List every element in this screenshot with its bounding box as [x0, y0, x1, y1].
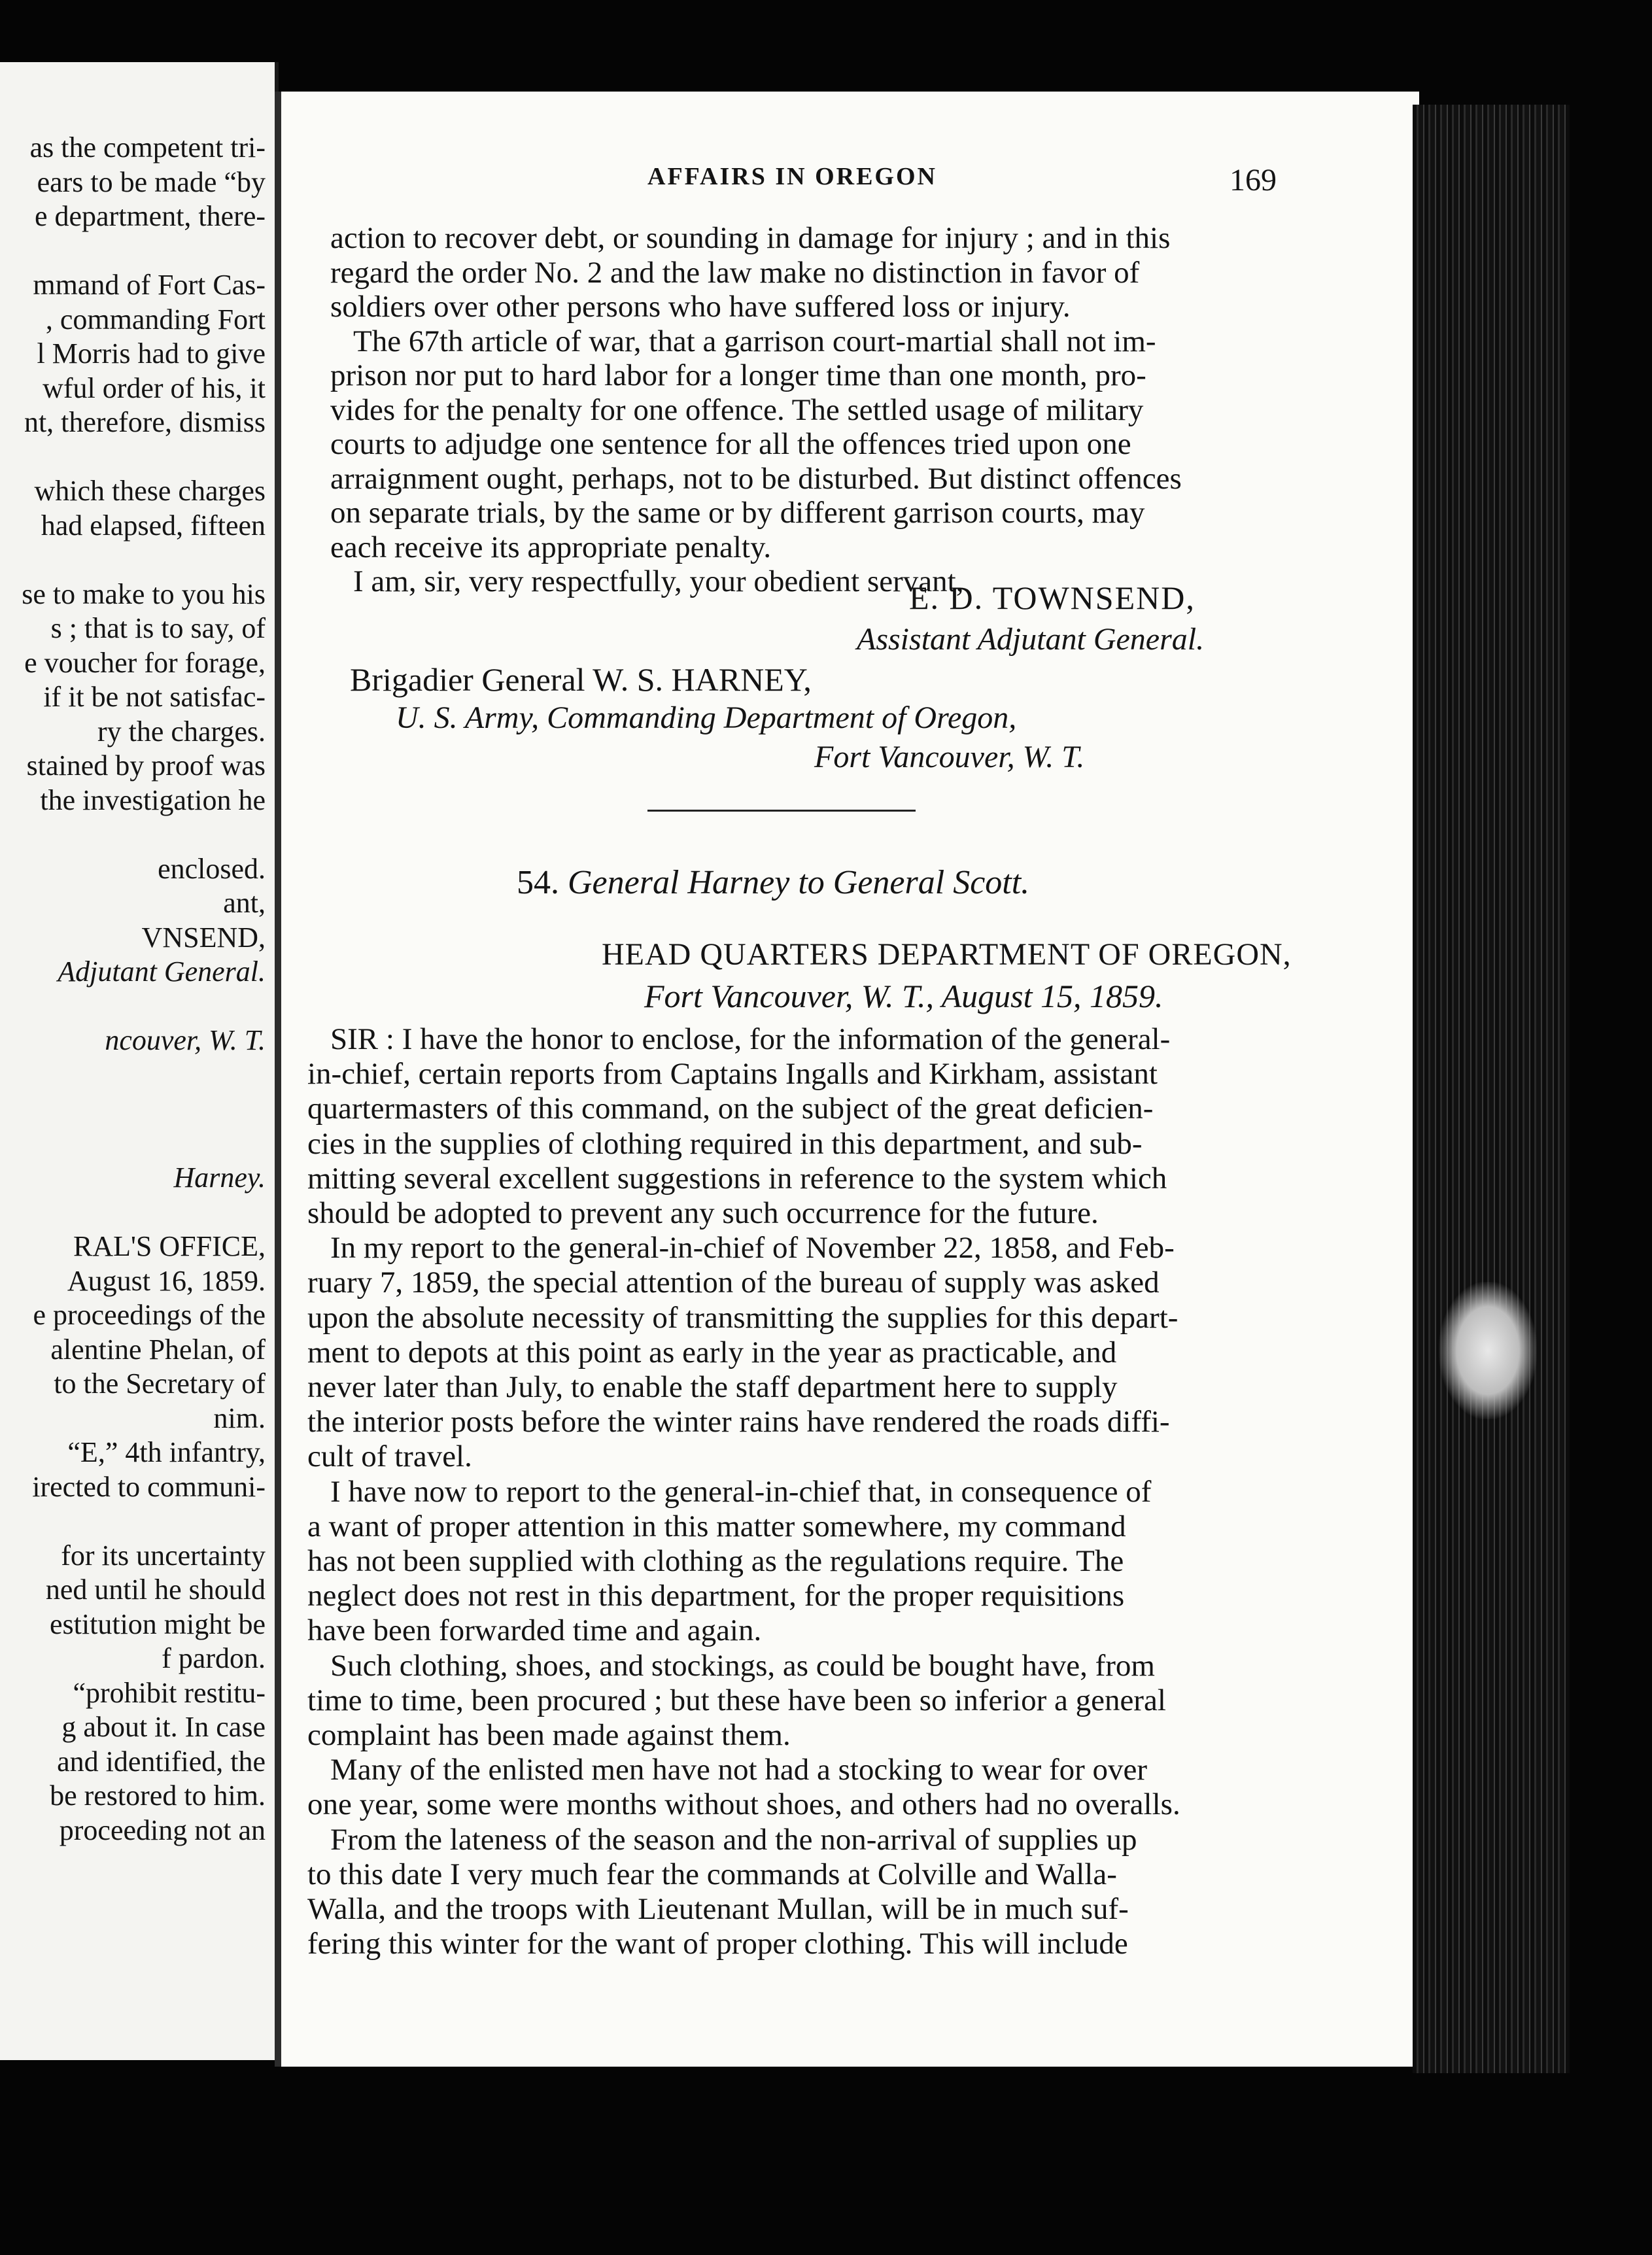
section-number: 54.: [517, 864, 559, 901]
letter-line: neglect does not rest in this department, for the proper requisitions: [307, 1579, 1125, 1613]
addressee-line-2: U. S. Army, Commanding Department of Oregon,: [396, 700, 1017, 735]
left-fragment-line: nt, therefore, dismiss: [24, 406, 266, 438]
left-fragment-line: for its uncertainty: [61, 1539, 266, 1572]
left-page-fragment: [0, 62, 279, 2060]
page-number: 169: [1230, 163, 1277, 198]
letter-line: mitting several excellent suggestions in reference to the system which: [307, 1161, 1167, 1196]
section-title: General Harney to General Scott.: [568, 864, 1030, 901]
left-fragment-line: ned until he should: [45, 1574, 266, 1606]
letter-line: SIR : I have the honor to enclose, for the information of the general-: [330, 1022, 1171, 1056]
left-fragment-line: e proceedings of the: [33, 1299, 266, 1331]
left-fragment-line: , commanding Fort: [45, 303, 266, 336]
left-fragment-line: g about it. In case: [61, 1711, 266, 1743]
letter-line: time to time, been procured ; but these have been so inferior a general: [307, 1683, 1166, 1717]
left-fragment-line: f pardon.: [162, 1642, 266, 1674]
letter-line: From the lateness of the season and the non-arrival of supplies up: [330, 1822, 1137, 1857]
left-fragment-line: ry the charges.: [97, 715, 266, 748]
letter-line: the interior posts before the winter rains have rendered the roads diffi-: [307, 1405, 1170, 1439]
letter-line: upon the absolute necessity of transmitting the supplies for this depart-: [307, 1300, 1179, 1335]
left-fragment-line: August 16, 1859.: [67, 1264, 266, 1297]
text-line: action to recover debt, or sounding in damage for injury ; and in this: [330, 221, 1171, 255]
left-fragment-line: as the competent tri-: [29, 131, 266, 164]
letter-line: complaint has been made against them.: [307, 1718, 791, 1752]
left-fragment-line: be restored to him.: [50, 1780, 266, 1812]
text-line: arraignment ought, perhaps, not to be disturbed. But distinct offences: [330, 461, 1182, 496]
text-line: prison nor put to hard labor for a longer time than one month, pro-: [330, 358, 1146, 392]
letter-line: Such clothing, shoes, and stockings, as could be bought have, from: [330, 1648, 1155, 1683]
letter-line: has not been supplied with clothing as the regulations require. The: [307, 1544, 1124, 1578]
left-fragment-line: nim.: [213, 1402, 266, 1434]
letter-line: cies in the supplies of clothing required in this department, and sub-: [307, 1126, 1143, 1161]
text-line: vides for the penalty for one offence. The settled usage of military: [330, 392, 1144, 427]
text-line: regard the order No. 2 and the law make no distinction in favor of: [330, 255, 1140, 290]
letter-line: should be adopted to prevent any such occurrence for the future.: [307, 1196, 1099, 1230]
letter-heading-line-1: HEAD QUARTERS DEPARTMENT OF OREGON,: [602, 937, 1292, 972]
left-fragment-line: l Morris had to give: [37, 337, 266, 370]
letter-line: never later than July, to enable the staff department here to supply: [307, 1370, 1118, 1404]
left-fragment-line: “prohibit restitu-: [73, 1676, 266, 1709]
letter-line: to this date I very much fear the commands at Colville and Walla-: [307, 1857, 1117, 1891]
left-fragment-line: stained by proof was: [26, 749, 266, 782]
left-fragment-line: se to make to you his: [22, 577, 266, 610]
left-fragment-line: RAL'S OFFICE,: [73, 1230, 266, 1262]
addressee-line-1: Brigadier General W. S. HARNEY,: [350, 661, 812, 698]
book-page-edges: [1413, 105, 1570, 2073]
left-fragment-line: e department, there-: [34, 200, 266, 232]
left-fragment-line: enclosed.: [158, 852, 266, 885]
left-fragment-line: had elapsed, fifteen: [41, 509, 266, 542]
left-fragment-line: Adjutant General.: [58, 955, 266, 988]
left-fragment-line: and identified, the: [57, 1745, 266, 1778]
left-fragment-line: estitution might be: [50, 1608, 266, 1640]
left-fragment-line: ncouver, W. T.: [105, 1024, 266, 1056]
letter-line: Walla, and the troops with Lieutenant Mullan, will be in much suf-: [307, 1892, 1129, 1926]
left-fragment-line: alentine Phelan, of: [50, 1333, 266, 1366]
left-fragment-line: which these charges: [34, 475, 266, 507]
letter-heading-line-2: Fort Vancouver, W. T., August 15, 1859.: [644, 978, 1163, 1014]
left-fragment-line: irected to communi-: [32, 1470, 266, 1503]
text-line: The 67th article of war, that a garrison court-martial shall not im-: [353, 324, 1156, 358]
left-fragment-line: ant,: [223, 887, 266, 919]
signature-name: E. D. TOWNSEND,: [909, 579, 1196, 616]
left-fragment-line: Harney.: [173, 1162, 266, 1194]
letter-line: a want of proper attention in this matter somewhere, my command: [307, 1509, 1126, 1543]
left-fragment-line: wful order of his, it: [43, 371, 266, 404]
left-fragment-line: e voucher for forage,: [24, 646, 266, 679]
letter-line: In my report to the general-in-chief of November 22, 1858, and Feb-: [330, 1231, 1175, 1265]
letter-line: ruary 7, 1859, the special attention of the bureau of supply was asked: [307, 1265, 1160, 1300]
text-line: courts to adjudge one sentence for all the offences tried upon one: [330, 427, 1131, 461]
signature-title: Assistant Adjutant General.: [857, 622, 1205, 657]
text-line: each receive its appropriate penalty.: [330, 530, 772, 564]
left-fragment-line: proceeding not an: [59, 1814, 266, 1846]
letter-line: I have now to report to the general-in-chief that, in consequence of: [330, 1474, 1152, 1509]
letter-line: Many of the enlisted men have not had a stocking to wear for over: [330, 1753, 1148, 1787]
left-fragment-line: the investigation he: [40, 783, 266, 816]
section-heading: [517, 863, 1029, 902]
left-fragment-line: s ; that is to say, of: [50, 612, 266, 644]
text-line: on separate trials, by the same or by different garrison courts, may: [330, 496, 1145, 530]
left-fragment-line: “E,” 4th infantry,: [67, 1436, 266, 1468]
left-fragment-line: VNSEND,: [141, 921, 266, 954]
left-fragment-line: if it be not satisfac-: [43, 681, 266, 713]
letter-line: fering this winter for the want of proper clothing. This will include: [307, 1927, 1128, 1961]
text-line: soldiers over other persons who have suffered loss or injury.: [330, 290, 1071, 324]
left-fragment-line: ears to be made “by: [37, 165, 266, 198]
letter-line: cult of travel.: [307, 1439, 472, 1474]
letter-line: have been forwarded time and again.: [307, 1613, 762, 1648]
text-line: I am, sir, very respectfully, your obedient servant,: [353, 564, 964, 598]
running-head: AFFAIRS IN OREGON: [647, 163, 937, 190]
left-fragment-line: to the Secretary of: [54, 1368, 266, 1400]
letter-line: one year, some were months without shoes, and others had no overalls.: [307, 1787, 1180, 1822]
paper-stain: [1439, 1282, 1537, 1419]
left-fragment-line: mmand of Fort Cas-: [33, 269, 266, 301]
letter-line: ment to depots at this point as early in the year as practicable, and: [307, 1335, 1117, 1369]
section-divider: [647, 810, 916, 812]
letter-line: quartermasters of this command, on the subject of the great deficien-: [307, 1092, 1154, 1126]
addressee-line-3: Fort Vancouver, W. T.: [814, 740, 1085, 774]
letter-line: in-chief, certain reports from Captains Ingalls and Kirkham, assistant: [307, 1057, 1158, 1092]
